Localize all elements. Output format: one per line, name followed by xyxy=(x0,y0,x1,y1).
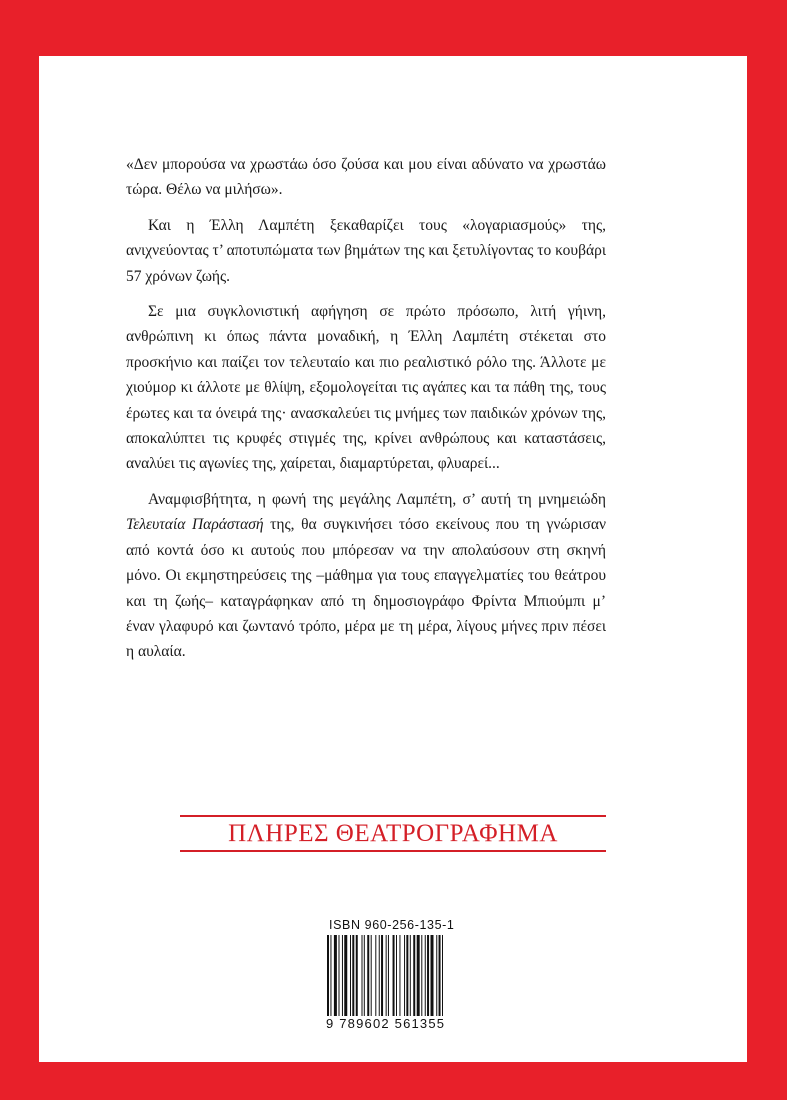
barcode-bar xyxy=(427,935,429,1025)
barcode-bar xyxy=(406,935,408,1025)
barcode-bar xyxy=(350,935,351,1025)
barcode-bar xyxy=(330,935,331,1025)
barcode-bar xyxy=(327,935,329,1025)
barcode-bar xyxy=(334,935,337,1025)
barcode-bar xyxy=(431,935,434,1025)
isbn-label: ISBN 960-256-135-1 xyxy=(329,918,455,932)
barcode-bar xyxy=(388,935,389,1025)
barcode-bar xyxy=(344,935,347,1025)
blurb-paragraph-3: Σε μια συγκλονιστική αφήγηση σε πρώτο πρόσωπο, λιτή γήινη, ανθρώπινη κι όπως πάντα μοναδική, η Έλλη Λαμπέτη στέκεται στο προσκήνιο και παίζει τον τελευταίο και πιο ρεαλιστικό ρόλο της. Άλλοτε με χιούμορ κι άλλοτε με θλίψη, εξομολογείται τις αγάπες και τα πάθη της, τους έρωτες και τα όνειρά της· ανασκαλεύει τις μνήμες των παιδικών χρόνων της, αποκαλύπτει τις κρυφές στιγμές της, κρίνει ανθρώπους και καταστάσεις, αναλύει τις αγωνίες της, χαίρεται, διαμαρτύρεται, φλυαρεί... xyxy=(126,303,606,473)
blurb-paragraph-2: Και η Έλλη Λαμπέτη ξεκαθαρίζει τους «λογαριασμούς» της, ανιχνεύοντας τ’ αποτυπώματα των βημάτων της και ξετυλίγοντας το κουβάρι 57 χρόνων ζωής. xyxy=(126,216,606,285)
barcode-bar xyxy=(442,935,443,1025)
blurb-p4-start: Αναμφισβήτητα, η φωνή της μεγάλης Λαμπέτη, σ’ αυτή τη μνημειώδη xyxy=(148,490,606,508)
blurb-paragraph-1: «Δεν μπορούσα να χρωστάω όσο ζούσα και μου είναι αδύνατο να χρωστάω τώρα. Θέλω να μιλήσω». xyxy=(126,156,606,199)
barcode-bar xyxy=(436,935,437,1025)
barcode-bar xyxy=(371,935,372,1025)
barcode-bar xyxy=(410,935,411,1025)
barcode-bar xyxy=(399,935,400,1025)
barcode-bar xyxy=(375,935,376,1025)
blurb-p4-end: της, θα συγκινήσει τόσο εκείνους που τη γνώρισαν από κοντά όσο κι αυτούς που μπόρεσαν να την απολαύσουν στη σκηνή μόνο. Οι εκμηστηρεύσεις της –μάθημα για τους επαγγελματίες του θεάτρου και τη ζωής– καταγράφηκαν από τη δημοσιογράφο Φρίντα Μπιούμπι μ’ έναν γλαφυρό και ζωντανό τρόπο, μέρα με τη μέρα, λίγους μήνες πριν πέσει η αυλαία. xyxy=(126,516,606,661)
blurb-text xyxy=(126,152,606,675)
book-title-italic: Τελευταία Παράστασή xyxy=(126,516,264,534)
barcode-bar xyxy=(362,935,363,1025)
barcode-bar xyxy=(417,935,420,1025)
blurb-paragraph-4 xyxy=(126,487,606,665)
barcode-bar xyxy=(393,935,395,1025)
barcode-bar xyxy=(342,935,343,1025)
barcode-bar xyxy=(439,935,441,1025)
barcode-bar xyxy=(421,935,422,1025)
barcode-bar xyxy=(425,935,426,1025)
barcode-digits: 9 789602 561355 xyxy=(326,1016,491,1031)
barcode-bar xyxy=(379,935,380,1025)
barcode-bar xyxy=(413,935,415,1025)
barcode xyxy=(327,935,489,1025)
barcode-bar xyxy=(381,935,383,1025)
barcode-bar xyxy=(396,935,397,1025)
barcode-bar xyxy=(339,935,340,1025)
barcode-bar xyxy=(404,935,405,1025)
barcode-bar xyxy=(386,935,387,1025)
barcode-bar xyxy=(364,935,365,1025)
barcode-bar xyxy=(352,935,354,1025)
full-play-banner: ΠΛΗΡΕΣ ΘΕΑΤΡΟΓΡΑΦΗΜΑ xyxy=(180,815,606,852)
barcode-bar xyxy=(367,935,369,1025)
barcode-bar xyxy=(356,935,358,1025)
